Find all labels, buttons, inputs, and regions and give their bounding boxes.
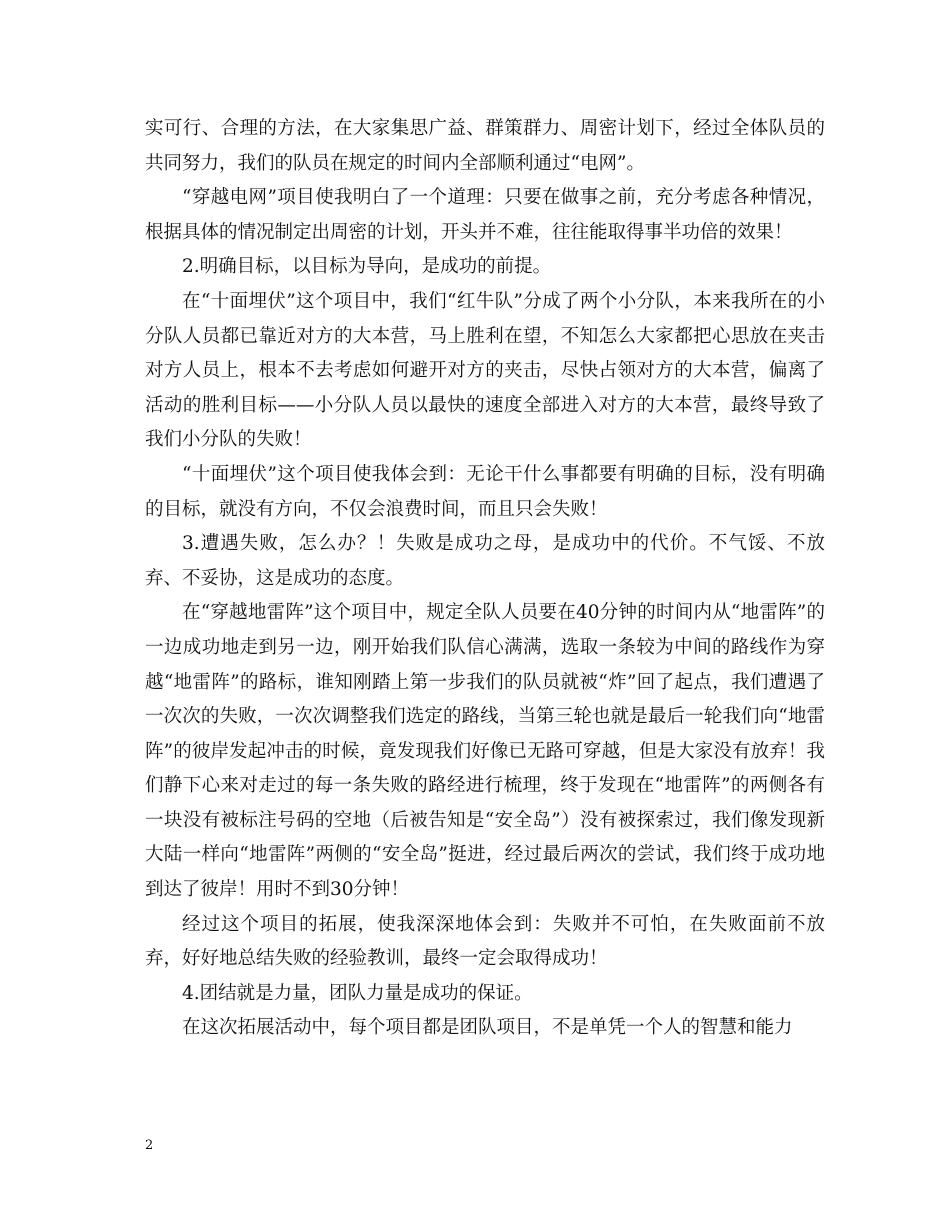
paragraph: 在“十面埋伏”这个项目中，我们“红牛队”分成了两个小分队，本来我所在的小分队人员都已靠近对方的大本营，马上胜利在望，不知怎么大家都把心思放在夹击对方人员上，根本不去考虑如何避开对方的夹击，尽快占领对方的大本营，偏离了活动的胜利目标——小分队人员以最快的速度全部进入对方的大本营，最终导致了我们小分队的失败！ [145,290,825,451]
section-heading: 4.团结就是力量，团队力量是成功的保证。 [182,982,533,1004]
page-number: 2 [145,1138,154,1153]
section-heading: 2.明确目标，以目标为导向，是成功的前提。 [182,256,552,278]
paragraph: 实可行、合理的方法，在大家集思广益、群策群力、周密计划下，经过全体队员的共同努力，我们的队员在规定的时间内全部顺利通过“电网”。 [145,118,825,174]
document-body [145,112,825,1046]
section-heading: 3.遭遇失败，怎么办？！失败是成功之母，是成功中的代价。不气馁、不放弃、不妥协，这是成功的态度。 [145,533,825,589]
paragraph: “穿越电网”项目使我明白了一个道理：只要在做事之前，充分考虑各种情况，根据具体的情况制定出周密的计划，开头并不难，往往能取得事半功倍的效果！ [145,187,825,243]
paragraph: “十面埋伏”这个项目使我体会到：无论干什么事都要有明确的目标，没有明确的目标，就没有方向，不仅会浪费时间，而且只会失败！ [145,463,825,520]
paragraph: 经过这个项目的拓展，使我深深地体会到：失败并不可怕，在失败面前不放弃，好好地总结失败的经验教训，最终一定会取得成功！ [145,913,825,970]
paragraph: 在这次拓展活动中，每个项目都是团队项目，不是单凭一个人的智慧和能力 [182,1017,793,1039]
paragraph: 在“穿越地雷阵”这个项目中，规定全队人员要在40分钟的时间内从“地雷阵”的一边成功地走到另一边，刚开始我们队信心满满，选取一条较为中间的路线作为穿越“地雷阵”的路标，谁知刚踏上第一步我们的队员就被“炸”回了起点，我们遭遇了一次次的失败，一次次调整我们选定的路线，当第三轮也就是最后一轮我们向“地雷阵”的彼岸发起冲击的时候，竟发现我们好像已无路可穿越，但是大家没有放弃！我们静下心来对走过的每一条失败的路经进行梳理，终于发现在“地雷阵”的两侧各有一块没有被标注号码的空地（后被告知是“安全岛”）没有被探索过，我们像发现新大陆一样向“地雷阵”两侧的“安全岛”挺进，经过最后两次的尝试，我们终于成功地到达了彼岸！用时不到30分钟！ [145,602,825,901]
